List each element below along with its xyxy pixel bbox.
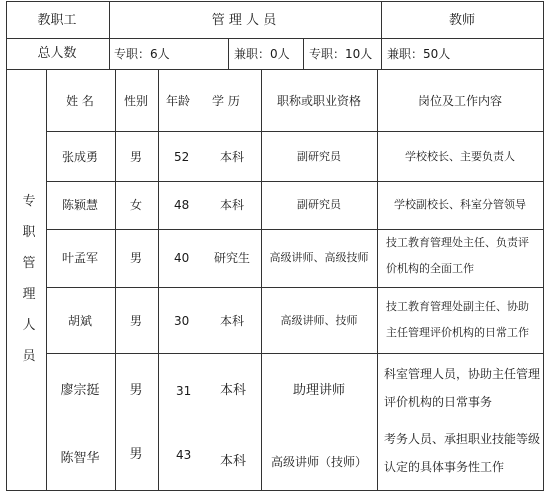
group-char: 员: [22, 349, 36, 364]
cell-title: 副研究员: [297, 150, 341, 163]
col-gender: 性别: [123, 94, 149, 108]
cell-name: 叶孟军: [61, 251, 99, 265]
cell-title: 副研究员: [297, 198, 341, 211]
group-char: 职: [22, 225, 36, 240]
cell-gender: 男: [129, 447, 143, 462]
col-name: 姓 名: [66, 94, 94, 108]
rule: [6, 38, 544, 39]
rule: [6, 490, 544, 491]
parttime-teacher: 兼职：50人: [387, 47, 451, 61]
cell-edu: 本科: [220, 198, 245, 212]
cell-gender: 女: [129, 198, 143, 212]
rule: [303, 38, 304, 69]
total-label: 总人数: [37, 46, 77, 61]
cell-duty: 学校副校长、科室分管领导: [394, 198, 526, 211]
rule: [6, 69, 544, 70]
rule: [46, 353, 544, 354]
cell-edu: 研究生: [214, 251, 251, 265]
cell-edu: 本科: [220, 454, 247, 469]
rule: [543, 1, 544, 491]
cell-gender: 男: [129, 150, 143, 164]
cell-title: 高级讲师、技师: [280, 314, 358, 327]
cell-name: 张成勇: [61, 150, 99, 164]
fulltime-admin: 专职：6人: [114, 47, 170, 61]
rule: [46, 181, 544, 182]
cell-age: 52: [174, 150, 190, 164]
rule: [6, 1, 7, 491]
cell-name: 陈智华: [60, 451, 100, 466]
col-age: 年龄: [166, 94, 191, 108]
teacher-label: 教师: [448, 13, 476, 28]
fulltime-teacher: 专职：10人: [309, 47, 373, 61]
cell-gender: 男: [129, 251, 143, 265]
rule: [261, 69, 262, 490]
cell-age: 40: [174, 251, 190, 265]
rule: [377, 69, 378, 490]
cell-gender: 男: [129, 383, 143, 398]
col-duty: 岗位及工作内容: [417, 94, 503, 108]
cell-duty: 学校校长、主要负责人: [405, 150, 515, 163]
admin-label: 管 理 人 员: [211, 13, 277, 28]
cell-edu: 本科: [220, 150, 245, 164]
cell-age: 30: [174, 314, 190, 328]
rule: [46, 287, 544, 288]
cell-edu: 本科: [220, 383, 247, 398]
cell-duty: 科室管理人员，协助主任管理评价机构的日常事务: [384, 367, 541, 409]
parttime-admin: 兼职：0人: [234, 47, 290, 61]
rule: [46, 131, 544, 132]
group-label: [19, 186, 39, 372]
rule: [109, 1, 110, 69]
group-char: 理: [22, 287, 36, 302]
cell-name: 廖宗挺: [60, 383, 100, 398]
cell-name: 陈颖慧: [61, 198, 99, 212]
rule: [228, 38, 229, 69]
col-title: 职称或职业资格: [276, 94, 362, 108]
rule: [115, 69, 116, 490]
group-char: 专: [22, 194, 36, 209]
group-char: 管: [22, 256, 36, 271]
col-edu: 学 历: [212, 94, 240, 108]
rule: [6, 1, 544, 2]
staff-label: 教职工: [37, 13, 77, 28]
cell-title: 高级讲师（技师）: [270, 455, 368, 469]
rule: [46, 69, 47, 490]
cell-name: 胡斌: [67, 314, 93, 328]
cell-edu: 本科: [220, 314, 245, 328]
cell-gender: 男: [129, 314, 143, 328]
cell-age: 31: [176, 384, 192, 398]
cell-age: 43: [176, 448, 192, 462]
cell-title: 高级讲师、高级技师: [269, 251, 369, 264]
cell-title: 助理讲师: [292, 383, 346, 398]
cell-age: 48: [174, 198, 190, 212]
cell-duty: 技工教育管理处副主任、协助主任管理评价机构的日常工作: [386, 300, 529, 339]
cell-duty: 技工教育管理处主任、负责评价机构的全面工作: [386, 236, 529, 275]
rule: [158, 69, 159, 490]
rule: [381, 1, 382, 69]
cell-duty: 考务人员、承担职业技能等级认定的具体事务性工作: [384, 432, 541, 474]
group-char: 人: [22, 318, 36, 333]
